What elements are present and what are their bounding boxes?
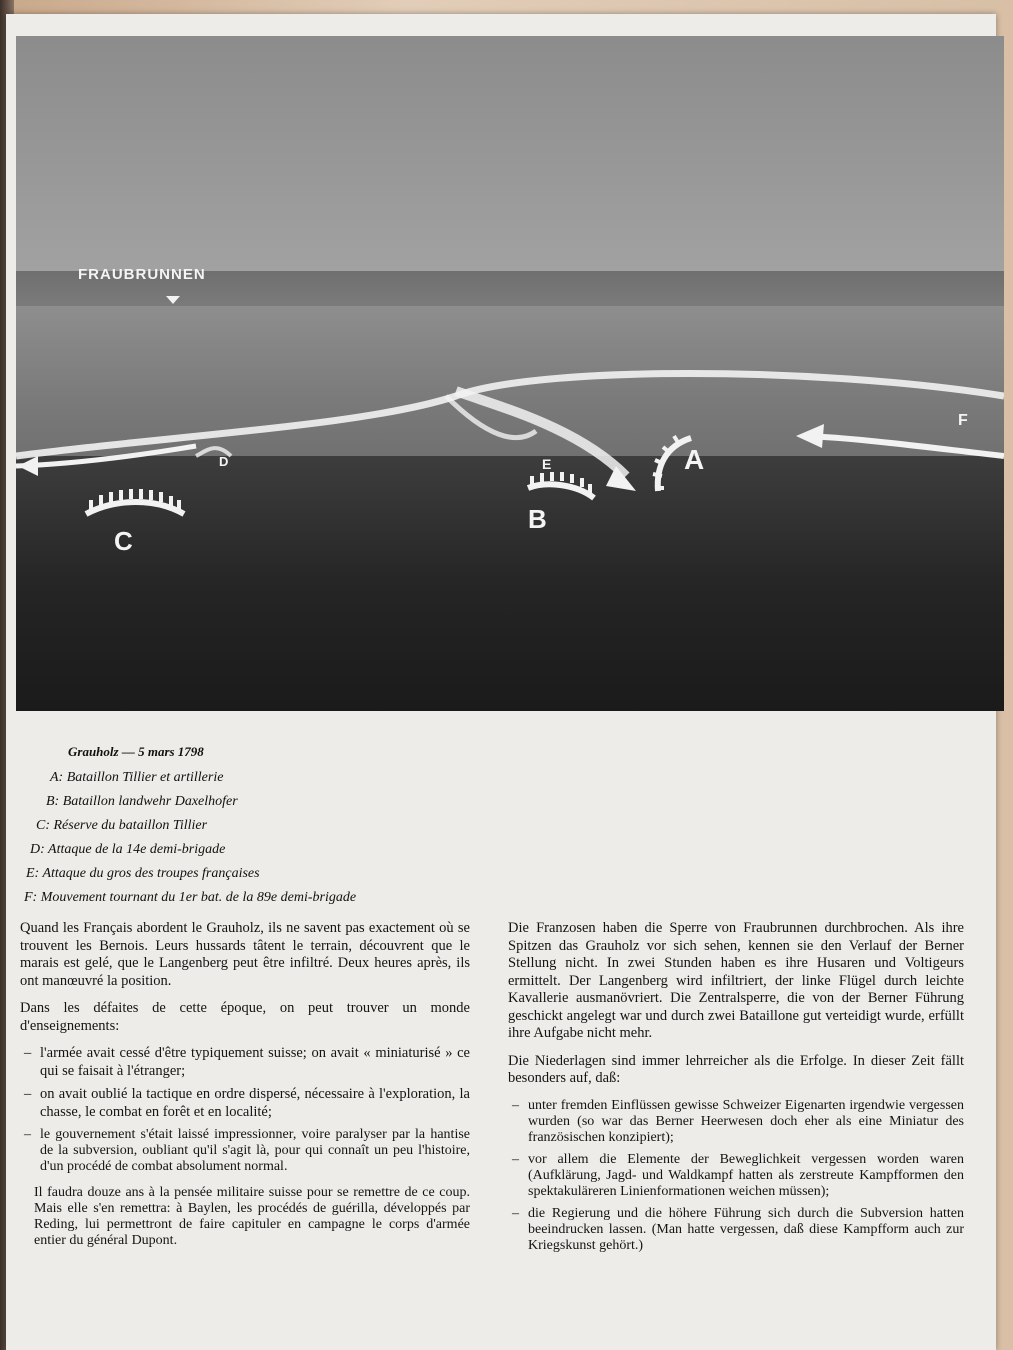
book-page (6, 14, 996, 1350)
position-b-arc (528, 484, 594, 498)
arrow-f-path (806, 436, 1004, 456)
french-column (20, 920, 470, 1259)
french-bullet-2: – on avait oublié la tactique en ordre dispersé, nécessaire à l'exploration, la chasse, le combat en forêt et en localité; (20, 1086, 470, 1121)
caption-item-f: F: Mouvement tournant du 1er bat. de la 89e demi-brigade (24, 890, 357, 905)
map-label-f: F (958, 412, 968, 429)
map-caption (24, 744, 356, 910)
caption-title: Grauholz — 5 mars 1798 (68, 744, 204, 759)
german-bullet-1: – unter fremden Einflüssen gewisse Schweizer Eigenarten irgendwie vergessen wurden (so war das Berner Heerwesen doch eher als eine Miniatur des französischen konzipiert); (508, 1098, 964, 1146)
german-bullet-list (508, 1098, 964, 1254)
french-bullet-1: – l'armée avait cessé d'être typiquement suisse; on avait « miniaturisé » ce qui se faisait à l'étranger; (20, 1045, 470, 1080)
battle-overlay (16, 36, 1004, 711)
caption-item-e: E: Attaque du gros des troupes françaises (26, 866, 260, 881)
map-label-c: C (114, 526, 133, 556)
french-paragraph-1: Quand les Français abordent le Grauholz, ils ne savent pas exactement où se trouvent les Bernois. Leurs hussards tâtent le terrain, découvrent que le marais est gelé, que le Langenberg peut être infiltré. Deux heures après, ils ont manœuvré la position. (20, 920, 470, 989)
arrow-f-head (796, 424, 824, 448)
german-paragraph-1: Die Franzosen haben die Sperre von Fraubrunnen durchbrochen. Als ihre Spitzen das Grauholz vor sich sehen, kennen sie den Verlauf der Berner Stellung nicht. In zwei Stunden haben es ihre Husaren und Voltigeurs ermittelt. Der Langenberg wird infiltriert, der linke Flügel durch leichte Kavallerie ausmanövriert. Die Zentralsperre, die von der Berner Führung geschickt angelegt war und durch zwei Bataillone gut verteidigt wurde, erfüllt ihre Aufgabe nicht mehr. (508, 920, 964, 1041)
map-label-d: D (219, 454, 229, 469)
caption-item-d: D: Attaque de la 14e demi-brigade (30, 842, 226, 857)
map-label-a: A (684, 444, 705, 475)
french-paragraph-2: Dans les défaites de cette époque, on peut trouver un monde d'enseignements: (20, 1000, 470, 1034)
french-paragraph-3: Il faudra douze ans à la pensée militaire suisse pour se remettre de ce coup. Mais elle s'en remettra: à Baylen, les procédés de guérilla, développés par Reding, lui permettront de faire capituler en campagne le corps d'armée entier du général Dupont. (34, 1185, 470, 1248)
german-bullet-3: – die Regierung und die höhere Führung sich durch die Subversion hatten beeindrucken lassen. (Man hatte vergessen, daß diese Kampfform auch zur Kriegskunst gehört.) (508, 1206, 964, 1254)
german-paragraph-2: Die Niederlagen sind immer lehrreicher als die Erfolge. In dieser Zeit fällt besonders auf, daß: (508, 1052, 964, 1086)
caption-item-a: A: Bataillon Tillier et artillerie (50, 770, 224, 785)
map-label-b: B (528, 504, 547, 534)
german-bullet-2: – vor allem die Elemente der Beweglichkeit vergessen worden waren (Aufklärung, Jagd- und Waldkampf hatten als zerstreute Kampfformen den spektakuläreren Linienformationen weichen müssen); (508, 1152, 964, 1200)
french-bullet-3: – le gouvernement s'était laissé impressionner, voire paralyser par la hantise de la subversion, oubliant qu'il s'agit là, pour qui connaît un peu l'histoire, d'un procédé de combat absolument normal. (20, 1127, 470, 1175)
arrow-left-head (18, 456, 38, 476)
caption-item-c: C: Réserve du bataillon Tillier (36, 818, 208, 833)
map-label-e: E (542, 456, 552, 472)
arrow-e-path (456, 391, 626, 476)
town-pointer (166, 296, 180, 304)
aerial-photo (16, 36, 1004, 711)
map-label-fraubrunnen: FRAUBRUNNEN (78, 266, 206, 283)
german-column (508, 920, 964, 1264)
french-bullet-list (20, 1045, 470, 1175)
caption-item-b: B: Bataillon landwehr Daxelhofer (46, 794, 238, 809)
